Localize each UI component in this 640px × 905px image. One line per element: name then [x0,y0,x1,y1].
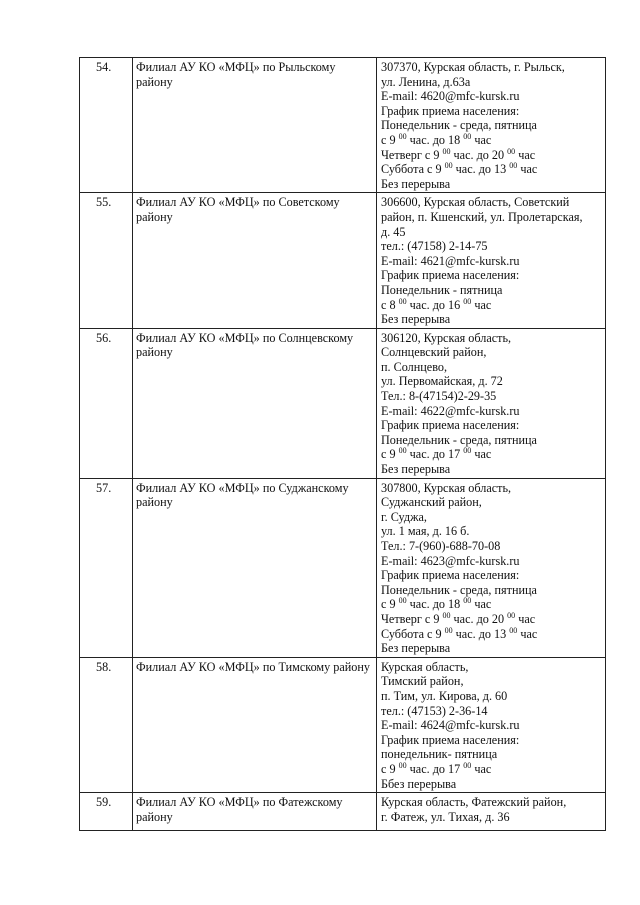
info-text: район, п. Кшенский, ул. Пролетарская, [381,209,583,224]
row-number: 56. [80,328,133,478]
info-text: д. 45 [381,224,406,239]
info-text: тел.: (47158) 2-14-75 [381,239,488,254]
branch-name: Филиал АУ КО «МФЦ» по Суджанскому району [133,478,377,657]
row-number: 59. [80,793,133,831]
info-text: Тел.: 7-(960)-688-70-08 [381,539,501,553]
info-text: с 8 [381,297,399,312]
branch-contact-info [377,478,606,657]
info-text: Без перерыва [381,312,451,327]
info-text: Солнцевский район, [381,345,487,360]
info-line [381,389,602,404]
info-line [381,524,602,539]
superscript-minutes: 00 [444,625,453,635]
info-line [381,162,602,177]
superscript-minutes: 00 [398,446,407,456]
info-line [381,254,602,269]
info-text: 306600, Курская область, Советский [381,195,570,210]
row-number: 57. [80,478,133,657]
info-text: График приема населения: [381,103,520,118]
info-text: E-mail: 4623@mfc-kursk.ru [381,553,520,568]
info-line [381,177,602,192]
info-line [381,75,602,90]
info-text: Курская область, [381,659,469,674]
info-line [381,148,602,163]
branch-contact-info [377,58,606,193]
info-line [381,583,602,598]
info-line [381,447,602,462]
info-line [381,239,602,254]
info-line [381,641,602,656]
info-text: час. до 20 [450,147,508,162]
info-text: E-mail: 4620@mfc-kursk.ru [381,89,520,104]
info-line [381,104,602,119]
info-text: п. Тим, ул. Кирова, д. 60 [381,688,508,703]
row-number: 58. [80,657,133,792]
info-line [381,268,602,283]
info-text: час. до 18 [406,597,464,612]
info-text: ул. Первомайская, д. 72 [381,374,503,389]
info-line [381,312,602,327]
info-text: час. до 16 [406,297,464,312]
branch-name: Филиал АУ КО «МФЦ» по Советскому району [133,193,377,328]
superscript-minutes: 00 [509,625,518,635]
info-text: Четверг с 9 [381,147,443,162]
branch-name: Филиал АУ КО «МФЦ» по Солнцевскому району [133,328,377,478]
info-text: E-mail: 4621@mfc-kursk.ru [381,253,520,268]
info-text: понедельник- пятница [381,747,498,762]
superscript-minutes: 00 [442,610,451,620]
info-text: График приема населения: [381,268,520,283]
info-text: Понедельник - среда, пятница [381,118,537,133]
info-text: час [471,761,492,776]
info-line [381,568,602,583]
table-row [80,193,606,328]
info-line [381,298,602,313]
branches-table-body [80,58,606,831]
superscript-minutes: 00 [444,161,453,171]
info-text: час. до 18 [406,132,464,147]
info-text: с 9 [381,132,399,147]
info-text: час [471,297,492,312]
info-text: с 9 [381,761,399,776]
table-row [80,478,606,657]
table-row [80,58,606,193]
info-text: Понедельник - среда, пятница [381,582,537,597]
superscript-minutes: 00 [398,131,407,141]
info-line [381,195,602,210]
info-line [381,133,602,148]
info-line [381,674,602,689]
info-text: Без перерыва [381,176,451,191]
info-text: 307370, Курская область, г. Рыльск, [381,60,565,74]
info-text: Курская область, Фатежский район, [381,795,567,810]
info-line [381,733,602,748]
superscript-minutes: 00 [507,610,516,620]
info-text: с 9 [381,447,399,462]
info-line [381,433,602,448]
branch-contact-info [377,328,606,478]
info-text: Суббота с 9 [381,626,445,641]
branch-contact-info [377,793,606,831]
info-text: час. до 13 [452,626,510,641]
superscript-minutes: 00 [463,131,472,141]
info-line [381,795,602,810]
info-line [381,777,602,792]
superscript-minutes: 00 [507,146,516,156]
info-line [381,345,602,360]
info-line [381,762,602,777]
info-text: г. Фатеж, ул. Тихая, д. 36 [381,809,510,824]
superscript-minutes: 00 [463,760,472,770]
info-line [381,510,602,525]
superscript-minutes: 00 [463,596,472,606]
branch-name: Филиал АУ КО «МФЦ» по Фатежскому району [133,793,377,831]
info-text: Суббота с 9 [381,162,445,177]
info-line [381,481,602,496]
info-text: Без перерыва [381,462,451,477]
superscript-minutes: 00 [463,446,472,456]
info-text: Четверг с 9 [381,611,443,626]
info-line [381,374,602,389]
info-line [381,689,602,704]
branch-name: Филиал АУ КО «МФЦ» по Тимскому району [133,657,377,792]
branch-contact-info [377,657,606,792]
info-text: Суджанский район, [381,495,482,510]
info-text: График приема населения: [381,732,520,747]
info-line [381,539,602,554]
info-text: Понедельник - среда, пятница [381,432,537,447]
table-row [80,328,606,478]
info-text: тел.: (47153) 2-36-14 [381,703,488,718]
table-row [80,657,606,792]
info-line [381,283,602,298]
row-number: 54. [80,58,133,193]
info-text: п. Солнцево, [381,359,448,374]
info-line [381,597,602,612]
info-text: 307800, Курская область, [381,480,512,495]
info-text: Тел.: 8-(47154)2-29-35 [381,389,497,404]
info-line [381,660,602,675]
info-text: час [471,447,492,462]
info-text: с 9 [381,597,399,612]
superscript-minutes: 00 [398,760,407,770]
branches-table [79,57,606,831]
info-text: час [471,132,492,147]
info-line [381,495,602,510]
info-line [381,89,602,104]
info-line [381,418,602,433]
superscript-minutes: 00 [442,146,451,156]
info-line [381,810,602,825]
info-text: Понедельник - пятница [381,282,503,297]
info-line [381,554,602,569]
info-line [381,210,602,225]
info-text: час [517,162,538,177]
info-line [381,60,602,75]
info-line [381,404,602,419]
info-text: E-mail: 4624@mfc-kursk.ru [381,718,520,733]
info-text: час [471,597,492,612]
superscript-minutes: 00 [509,161,518,171]
info-line [381,462,602,477]
superscript-minutes: 00 [398,596,407,606]
info-text: час. до 17 [406,447,464,462]
info-text: час. до 13 [452,162,510,177]
info-text: час. до 17 [406,761,464,776]
info-text: 306120, Курская область, [381,330,512,345]
info-text: час [517,626,538,641]
info-line [381,360,602,375]
row-number: 55. [80,193,133,328]
info-text: Ббез перерыва [381,776,457,791]
superscript-minutes: 00 [463,296,472,306]
info-line [381,612,602,627]
table-row [80,793,606,831]
info-text: ул. 1 мая, д. 16 б. [381,524,470,539]
branch-contact-info [377,193,606,328]
info-text: час [515,611,536,626]
info-text: час [515,147,536,162]
info-line [381,118,602,133]
branch-name: Филиал АУ КО «МФЦ» по Рыльскому району [133,58,377,193]
info-line [381,225,602,240]
info-text: г. Суджа, [381,509,427,524]
info-text: Тимский район, [381,674,464,689]
info-text: Без перерыва [381,641,451,656]
info-text: час. до 20 [450,611,508,626]
info-text: E-mail: 4622@mfc-kursk.ru [381,403,520,418]
info-line [381,704,602,719]
info-line [381,718,602,733]
info-text: ул. Ленина, д.63а [381,74,471,89]
info-line [381,627,602,642]
info-text: График приема населения: [381,568,520,583]
superscript-minutes: 00 [398,296,407,306]
info-line [381,747,602,762]
info-text: График приема населения: [381,418,520,433]
info-line [381,331,602,346]
